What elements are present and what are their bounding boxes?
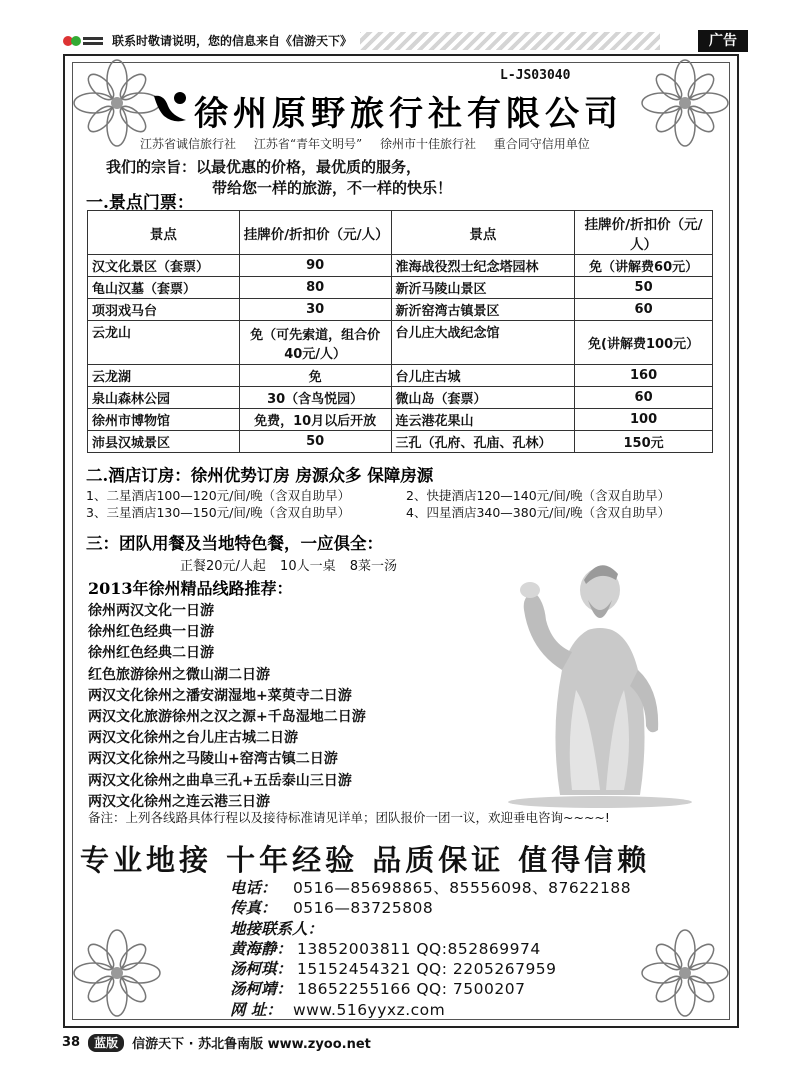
person-name: 汤柯琪： (230, 959, 293, 979)
fax-row (230, 898, 631, 918)
price-cell: 50 (239, 431, 391, 453)
list-item: 两汉文化徐州之曲阜三孔+五岳泰山三日游 (88, 772, 352, 789)
price-cell: 160 (575, 365, 713, 387)
table-header-row (88, 211, 713, 255)
attraction-cell: 新沂窑湾古镇景区 (391, 299, 575, 321)
attraction-cell: 项羽戏马台 (88, 299, 240, 321)
attraction-cell: 微山岛（套票） (391, 387, 575, 409)
attraction-cell: 泉山森林公园 (88, 387, 240, 409)
route-list (88, 601, 366, 813)
contact-person (230, 959, 631, 979)
table-row (88, 255, 713, 277)
column-header: 挂牌价/折扣价（元/人） (239, 211, 391, 255)
list-item: 徐州红色经典二日游 (88, 645, 214, 662)
honor-item: 江苏省“青年文明号” (253, 137, 363, 151)
flower-ornament-icon (72, 928, 162, 1018)
list-item: 徐州红色经典一日游 (88, 624, 214, 641)
table-row (88, 409, 713, 431)
person-info: 15152454321 QQ: 2205267959 (296, 960, 557, 979)
attraction-cell: 龟山汉墓（套票） (88, 277, 240, 299)
list-item: 2、快捷酒店120—140元/间/晚（含双自助早） (406, 488, 671, 503)
attraction-cell: 汉文化景区（套票） (88, 255, 240, 277)
table-row (88, 365, 713, 387)
motto-line-1: 我们的宗旨：以最优惠的价格，最优质的服务， (106, 158, 422, 176)
fax-number: 0516—83725808 (292, 899, 434, 918)
footer-text: 信游天下 · 苏北鲁南版 www.zyoo.net (132, 1037, 371, 1052)
liaison-label: 地接联系人： (230, 918, 324, 938)
contact-info (230, 878, 631, 1020)
attraction-cell: 连云港花果山 (391, 409, 575, 431)
price-cell: 60 (575, 387, 713, 409)
company-name: 徐州原野旅行社有限公司 (194, 94, 623, 134)
phone-label: 电话： (230, 878, 277, 897)
column-header: 景点 (88, 211, 240, 255)
column-header: 景点 (391, 211, 575, 255)
price-cell: 150元 (575, 431, 713, 453)
phone-number: 0516—85698865、85556098、87622188 (292, 879, 632, 897)
routes-remark: 备注：上列各线路具体行程以及接待标准请见详单；团队报价一团一议，欢迎垂电咨询~~~~! (88, 810, 610, 825)
meals-section-title: 三：团队用餐及当地特色餐，一应俱全： (86, 534, 383, 553)
top-bar (0, 30, 800, 52)
list-item: 两汉文化徐州之台儿庄古城二日游 (88, 730, 298, 747)
price-cell: 免(讲解费100元） (575, 321, 713, 365)
price-cell: 80 (239, 277, 391, 299)
list-item: 徐州两汉文化一日游 (88, 603, 214, 619)
price-cell: 免费，10月以后开放 (239, 409, 391, 431)
attraction-cell: 三孔（孔府、孔庙、孔林） (391, 431, 575, 453)
motto-line-2: 带给您一样的旅游，不一样的快乐！ (212, 179, 453, 197)
attraction-cell: 徐州市博物馆 (88, 409, 240, 431)
website-row (230, 1000, 631, 1020)
table-row (88, 277, 713, 299)
list-item: 4、四星酒店340—380元/间/晚（含双自助早） (406, 505, 671, 520)
person-info: 18652255166 QQ: 7500207 (296, 980, 526, 999)
person-info: 13852003811 QQ:852869974 (296, 939, 541, 958)
list-item: 红色旅游徐州之微山湖二日游 (88, 666, 270, 683)
tickets-section-title: 一.景点门票： (86, 193, 194, 213)
attraction-cell: 淮海战役烈士纪念塔园林 (391, 255, 575, 277)
ticket-price-table (87, 210, 713, 453)
page-number: 38 (62, 1035, 81, 1050)
attraction-cell: 新沂马陵山景区 (391, 277, 575, 299)
license-number: L-JS03040 (500, 68, 571, 83)
attraction-cell: 台儿庄古城 (391, 365, 575, 387)
price-cell: 免（可先索道，组合价40元/人） (239, 321, 391, 365)
price-cell: 50 (575, 277, 713, 299)
liaison-row (230, 919, 631, 939)
price-cell: 30 (239, 299, 391, 321)
fax-label: 传真： (230, 898, 277, 918)
list-item: 1、二星酒店100—120元/间/晚（含双自助早） (86, 488, 351, 503)
hotel-section-title: 二.酒店订房：徐州优势订房 房源众多 保障房源 (86, 466, 434, 485)
honor-item: 江苏省诚信旅行社 (140, 137, 237, 151)
slogan: 专业地接 十年经验 品质保证 值得信赖 (80, 843, 651, 877)
table-row (88, 387, 713, 409)
website-url[interactable]: www.516yyxz.com (292, 1000, 446, 1019)
person-name: 汤柯靖： (230, 979, 293, 999)
phone-row (230, 878, 631, 898)
ad-tag: 广告 (698, 30, 748, 52)
list-item: 两汉文化徐州之潘安湖湿地+菜萸寺二日游 (88, 687, 352, 704)
honor-item: 徐州市十佳旅行社 (379, 137, 476, 151)
flower-ornament-icon (640, 58, 730, 148)
magazine-logo (62, 33, 104, 49)
attraction-cell: 云龙湖 (88, 365, 240, 387)
attraction-cell: 台儿庄大战纪念馆 (391, 321, 575, 365)
attraction-cell: 沛县汉城景区 (88, 431, 240, 453)
edition-tag: 蓝版 (88, 1034, 124, 1052)
honor-item: 重合同守信用单位 (493, 137, 590, 151)
contact-person (230, 939, 631, 959)
list-item: 两汉文化徐州之连云港三日游 (88, 793, 270, 810)
attraction-cell: 云龙山 (88, 321, 240, 365)
source-notice: 联系时敬请说明，您的信息来自《信游天下》 (112, 34, 353, 48)
page-footer (62, 1033, 371, 1052)
list-item: 两汉文化徐州之马陵山+窑湾古镇二日游 (88, 751, 338, 768)
list-item: 3、三星酒店130—150元/间/晚（含双自助早） (86, 505, 351, 520)
decorative-stripe (360, 32, 660, 50)
statue-image (500, 540, 700, 810)
table-row (88, 321, 713, 365)
contact-person (230, 979, 631, 999)
website-label: 网 址： (230, 999, 282, 1019)
meal-detail: 正餐20元/人起 10人一桌 8菜一汤 (180, 559, 397, 574)
flower-ornament-icon (640, 928, 730, 1018)
table-row (88, 431, 713, 453)
company-logo-icon (150, 90, 190, 126)
person-name: 黄海静： (230, 938, 293, 958)
price-cell: 60 (575, 299, 713, 321)
hotel-price-list (86, 487, 726, 521)
price-cell: 90 (239, 255, 391, 277)
column-header: 挂牌价/折扣价（元/人） (575, 211, 713, 255)
price-cell: 免 (239, 365, 391, 387)
table-row (88, 299, 713, 321)
price-cell: 100 (575, 409, 713, 431)
company-honors (140, 135, 590, 152)
routes-section-title: 2013年徐州精品线路推荐： (88, 579, 293, 598)
price-cell: 免（讲解费60元） (575, 255, 713, 277)
price-cell: 30（含鸟悦园） (239, 387, 391, 409)
list-item: 两汉文化旅游徐州之汉之源+千岛湿地二日游 (88, 709, 366, 726)
